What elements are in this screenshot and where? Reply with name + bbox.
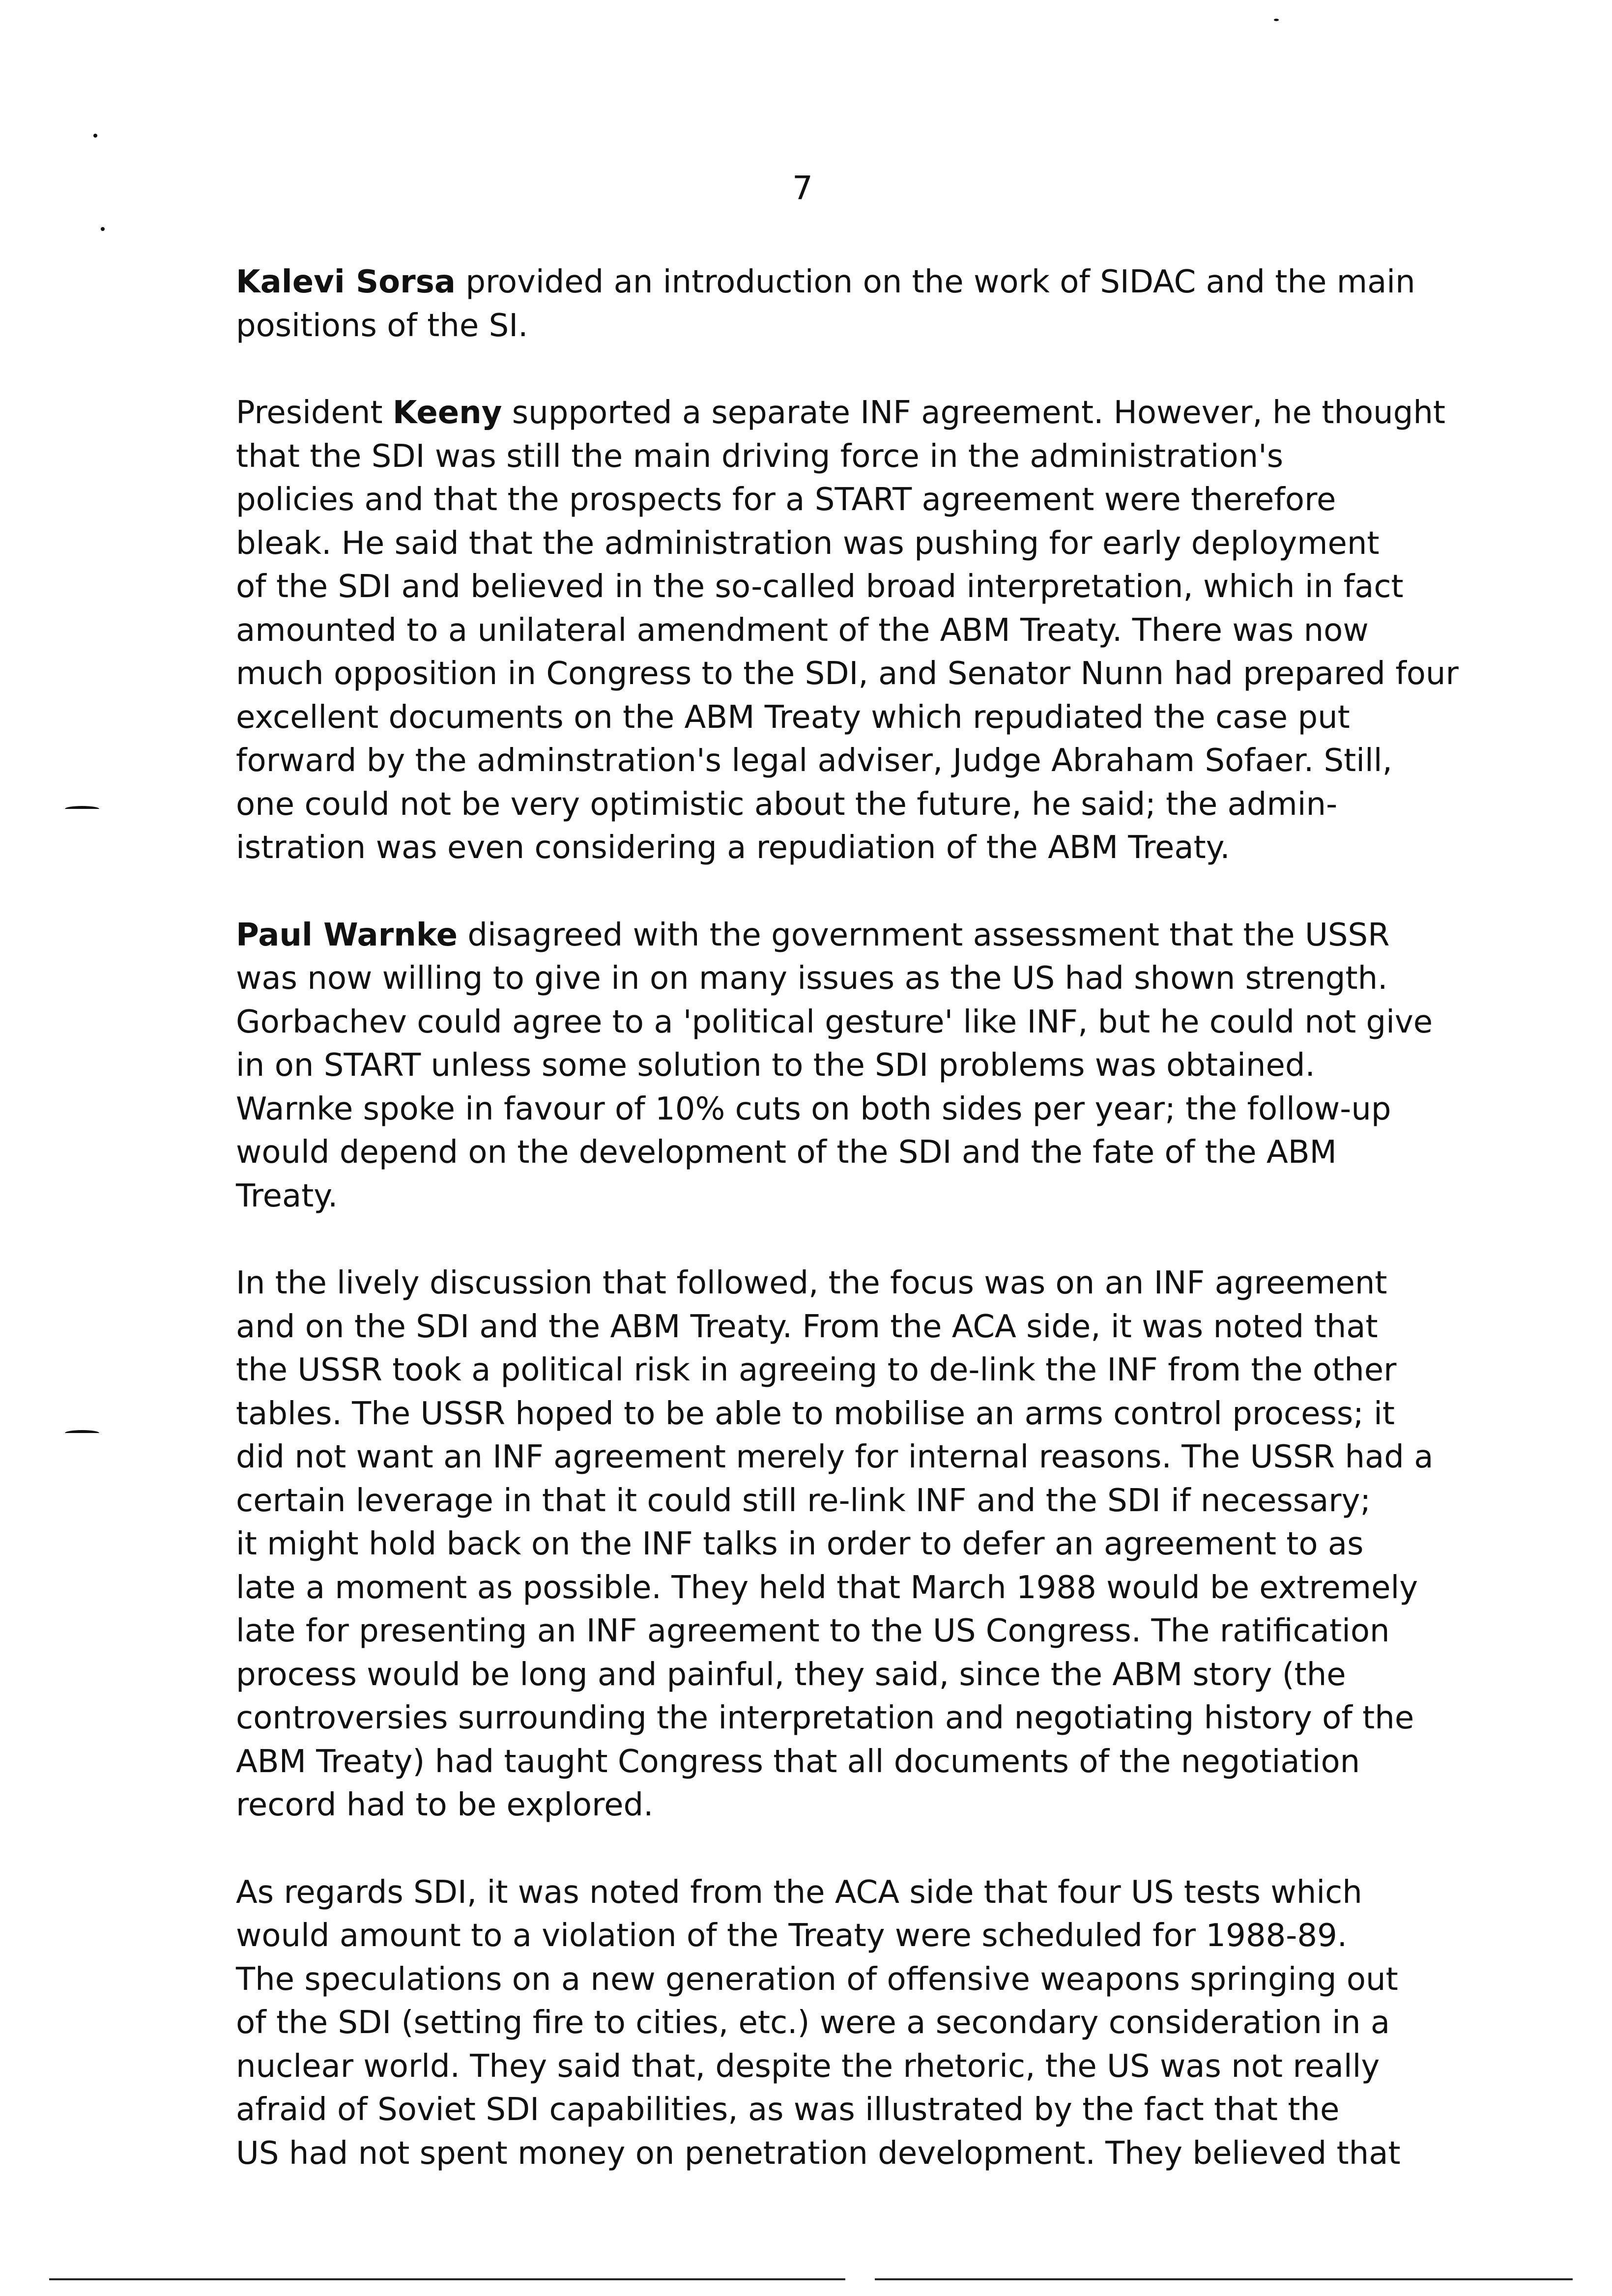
text-run: would amount to a violation of the Treaty were scheduled for 1988-89. (236, 1918, 1348, 1954)
text-run: and on the SDI and the ABM Treaty. From the ACA side, it was noted that (236, 1308, 1378, 1345)
body-text (236, 260, 1459, 2219)
text-run: afraid of Soviet SDI capabilities, as was illustrated by the fact that the (236, 2092, 1340, 2128)
text-run: policies and that the prospects for a START agreement were therefore (236, 482, 1336, 518)
text-line (236, 2001, 1425, 2045)
margin-hole-mark (65, 1430, 99, 1436)
text-line (236, 1566, 1425, 1610)
text-line (236, 1783, 1425, 1827)
text-line (236, 1392, 1425, 1436)
text-line (236, 1609, 1425, 1653)
text-run: Treaty. (236, 1177, 338, 1214)
text-run: late a moment as possible. They held that March 1988 would be extremely (236, 1569, 1418, 1606)
text-run: President (236, 395, 393, 431)
text-run: of the SDI and believed in the so-called broad interpretation, which in fact (236, 569, 1404, 605)
text-line (236, 1349, 1425, 1392)
text-run: Warnke spoke in favour of 10% cuts on both sides per year; the follow-up (236, 1091, 1391, 1127)
text-line (236, 1914, 1425, 1958)
text-line (236, 652, 1459, 696)
margin-hole-mark (65, 806, 99, 812)
speaker-name: Kalevi Sorsa (236, 264, 456, 300)
text-line (236, 1262, 1425, 1305)
text-line (236, 260, 1425, 304)
text-run: in on START unless some solution to the SDI problems was obtained. (236, 1047, 1315, 1084)
text-line (236, 609, 1425, 653)
text-run: US had not spent money on penetration development. They believed that (236, 2135, 1401, 2172)
text-line (236, 739, 1425, 783)
speaker-name: Paul Warnke (236, 917, 458, 953)
footer-rule (875, 2278, 1573, 2280)
text-run: the USSR took a political risk in agreeing to de-link the INF from the other (236, 1352, 1397, 1388)
text-line (236, 1479, 1425, 1523)
text-line (236, 435, 1425, 479)
text-line (236, 1871, 1425, 1915)
text-line (236, 914, 1425, 957)
text-line (236, 1740, 1425, 1784)
paragraph (236, 914, 1433, 1218)
text-run: positions of the SI. (236, 307, 528, 344)
text-line (236, 1522, 1425, 1566)
text-line (236, 522, 1425, 566)
text-line (236, 1958, 1425, 2002)
page-number: 7 (792, 169, 813, 207)
text-run: process would be long and painful, they said, since the ABM story (the (236, 1656, 1346, 1693)
text-run: one could not be very optimistic about the future, he said; the admin- (236, 786, 1338, 823)
text-line (236, 1044, 1425, 1088)
text-run: tables. The USSR hoped to be able to mobilise an arms control process; it (236, 1395, 1395, 1432)
paragraph (236, 260, 1425, 347)
scan-speck (101, 227, 105, 231)
text-run: controversies surrounding the interpretation and negotiating history of the (236, 1700, 1414, 1736)
text-line (236, 1305, 1425, 1349)
text-line (236, 1696, 1425, 1740)
text-run: As regards SDI, it was noted from the ACA side that four US tests which (236, 1874, 1362, 1911)
text-line (236, 696, 1425, 740)
text-run: did not want an INF agreement merely for internal reasons. The USSR had a (236, 1439, 1434, 1475)
text-run: record had to be explored. (236, 1787, 654, 1823)
text-line (236, 826, 1425, 870)
text-line (236, 1131, 1425, 1175)
text-run: certain leverage in that it could still re-link INF and the SDI if necessary; (236, 1482, 1371, 1519)
text-line (236, 565, 1425, 609)
text-run: supported a separate INF agreement. However, he thought (502, 395, 1445, 431)
paragraph (236, 1871, 1425, 2176)
text-line (236, 957, 1425, 1001)
text-run: ABM Treaty) had taught Congress that all documents of the negotiation (236, 1743, 1360, 1780)
text-run: late for presenting an INF agreement to the US Congress. The ratification (236, 1613, 1390, 1649)
scan-speck (1274, 19, 1279, 21)
text-run: would depend on the development of the SDI and the fate of the ABM (236, 1134, 1337, 1171)
text-run: nuclear world. They said that, despite the rhetoric, the US was not really (236, 2048, 1380, 2085)
text-run: was now willing to give in on many issues as the US had shown strength. (236, 960, 1388, 997)
footer-rule (49, 2278, 845, 2280)
text-run: provided an introduction on the work of SIDAC and the main (455, 264, 1415, 300)
text-line (236, 1001, 1433, 1044)
text-line (236, 1435, 1434, 1479)
text-run: bleak. He said that the administration was pushing for early deployment (236, 525, 1380, 562)
paragraph (236, 391, 1459, 870)
text-line (236, 2088, 1425, 2132)
text-run: much opposition in Congress to the SDI, and Senator Nunn had prepared four (236, 656, 1459, 692)
text-run: it might hold back on the INF talks in order to defer an agreement to as (236, 1526, 1364, 1562)
text-line (236, 1088, 1425, 1131)
text-run: Gorbachev could agree to a 'political gesture' like INF, but he could not give (236, 1004, 1433, 1040)
text-run: excellent documents on the ABM Treaty which repudiated the case put (236, 699, 1350, 736)
text-line (236, 783, 1425, 827)
text-run: of the SDI (setting fire to cities, etc.) were a secondary consideration in a (236, 2005, 1390, 2041)
text-line (236, 1175, 1425, 1218)
text-run: forward by the adminstration's legal adviser, Judge Abraham Sofaer. Still, (236, 743, 1392, 779)
text-run: In the lively discussion that followed, the focus was on an INF agreement (236, 1265, 1387, 1301)
paragraph (236, 1262, 1434, 1827)
speaker-name: Keeny (392, 395, 502, 431)
text-run: amounted to a unilateral amendment of the ABM Treaty. There was now (236, 612, 1369, 649)
text-line (236, 391, 1445, 435)
text-line (236, 478, 1425, 522)
text-run: istration was even considering a repudiation of the ABM Treaty. (236, 830, 1230, 866)
text-run: that the SDI was still the main driving force in the administration's (236, 438, 1284, 475)
text-line (236, 304, 1425, 348)
text-run: The speculations on a new generation of offensive weapons springing out (236, 1961, 1398, 1998)
text-line (236, 1653, 1425, 1697)
text-run: disagreed with the government assessment that the USSR (458, 917, 1390, 953)
scan-speck (93, 134, 97, 138)
text-line (236, 2132, 1425, 2176)
text-line (236, 2045, 1425, 2089)
